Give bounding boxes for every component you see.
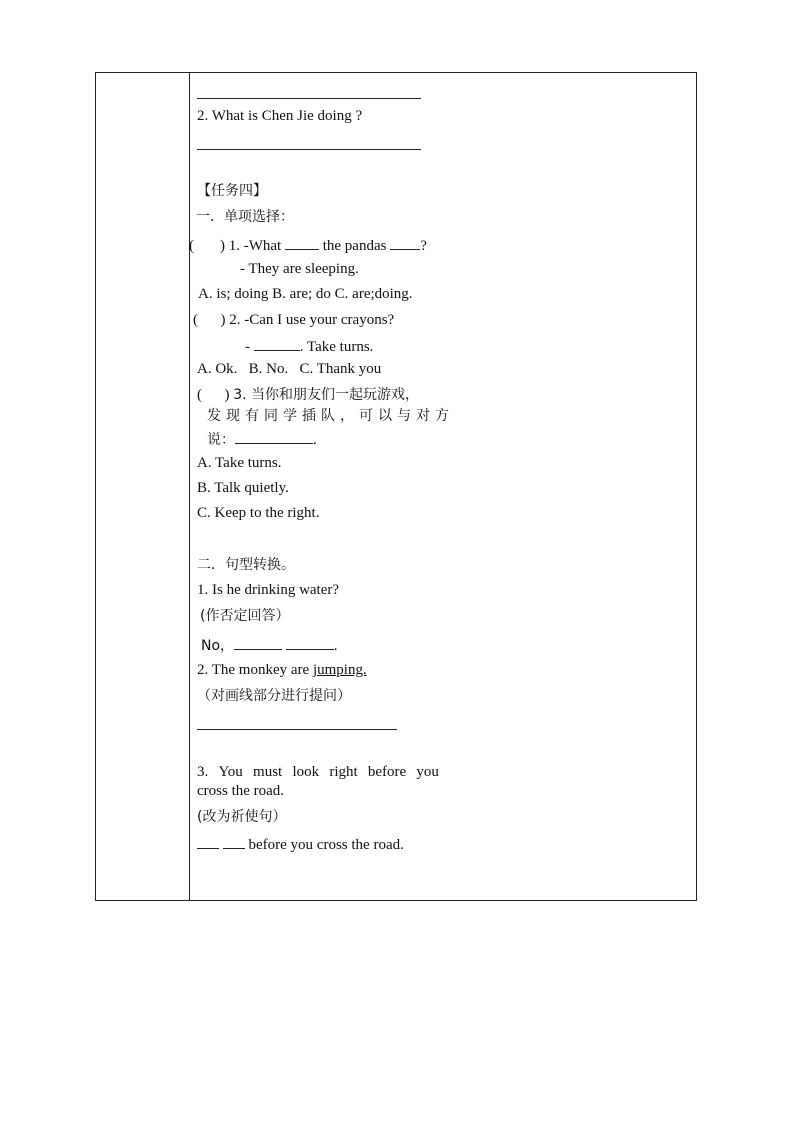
mc-q3-option-a: A. Take turns. xyxy=(197,455,282,471)
answer-paren: ( ) xyxy=(193,312,226,328)
blank[interactable] xyxy=(390,235,420,250)
answer-line-1 xyxy=(197,98,421,99)
transform-q1: 1. Is he drinking water? xyxy=(197,582,340,598)
blank[interactable] xyxy=(254,336,300,351)
blank[interactable] xyxy=(197,834,219,849)
mc-q3-line3: 说： . xyxy=(207,429,317,449)
mc-q2-options: A. Ok. B. No. C. Thank you xyxy=(197,361,382,377)
section1-title: 一．单项选择： xyxy=(196,209,294,225)
task4-header: 【任务四】 xyxy=(197,183,267,199)
mc-question-2: ( ) 2. -Can I use your crayons? xyxy=(193,312,395,328)
answer-paren: ( ) xyxy=(197,387,230,403)
question-chen-jie: 2. What is Chen Jie doing ? xyxy=(197,108,363,124)
answer-line-3 xyxy=(197,729,397,730)
blank[interactable] xyxy=(223,834,245,849)
mc-q3-option-b: B. Talk quietly. xyxy=(197,480,289,496)
mc-q2-answer: - . Take turns. xyxy=(245,336,373,356)
blank[interactable] xyxy=(285,235,319,250)
mc-q3-option-c: C. Keep to the right. xyxy=(197,505,320,521)
transform-q3-line1: 3. You must look right before you xyxy=(197,764,439,780)
mc-question-1: ( ) 1. -What the pandas ? xyxy=(189,235,427,255)
mc-q3-line2: 发 现 有 同 学 插 队 ， 可 以 与 对 方 xyxy=(207,408,449,424)
mc-q1-answer: - They are sleeping. xyxy=(240,261,359,277)
transform-q1-answer: No， . xyxy=(201,635,338,655)
transform-q2-instruction: （对画线部分进行提问） xyxy=(197,688,351,704)
answer-line-2 xyxy=(197,149,421,150)
transform-q3-line2: cross the road. xyxy=(197,783,285,799)
transform-q2: 2. The monkey are jumping. xyxy=(197,662,367,678)
underlined-word: jumping. xyxy=(312,662,367,678)
mc-question-3: ( ) 3. 当你和朋友们一起玩游戏， xyxy=(197,387,420,403)
blank[interactable] xyxy=(286,635,334,650)
transform-q1-instruction: (作否定回答） xyxy=(200,608,290,624)
transform-q3-answer: before you cross the road. xyxy=(197,834,404,854)
answer-paren-open: ( xyxy=(189,238,194,254)
blank[interactable] xyxy=(234,635,282,650)
mc-q1-options: A. is; doing B. are; do C. are;doing. xyxy=(198,286,413,302)
transform-q3-instruction: (改为祈使句） xyxy=(197,809,287,825)
section2-title: 二．句型转换。 xyxy=(197,557,295,573)
blank[interactable] xyxy=(235,429,313,444)
table-column-divider xyxy=(189,72,190,901)
answer-paren-close: ) xyxy=(220,238,225,254)
